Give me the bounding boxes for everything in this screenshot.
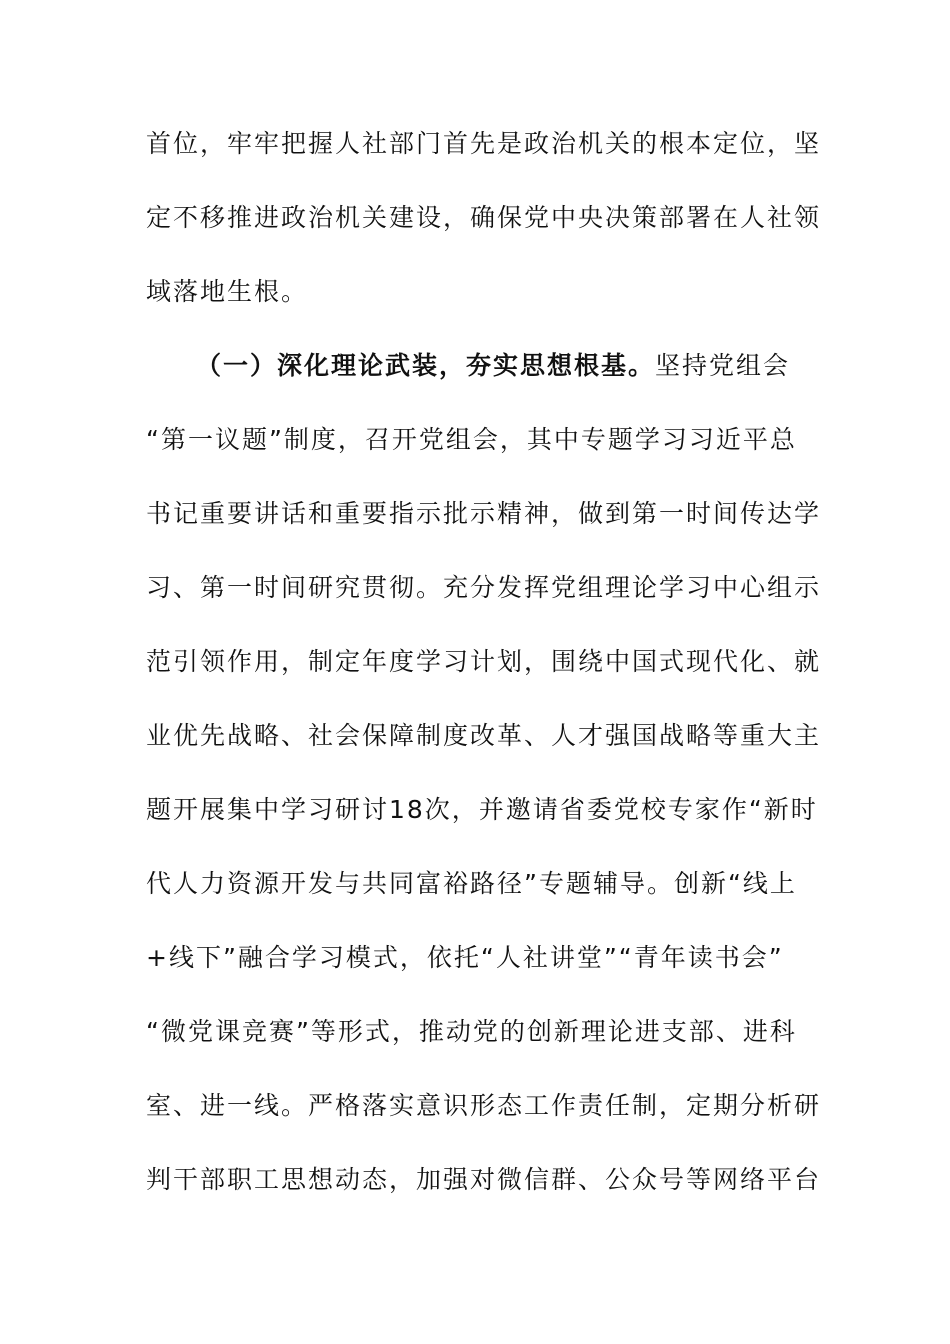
text-line: 域落地生根。 [146,277,309,306]
text-line: 首位，牢牢把握人社部门首先是政治机关的根本定位，坚 [146,129,822,158]
text-line: “第一议题”制度，召开党组会，其中专题学习习近平总 [146,425,797,454]
text-line: 题开展集中学习研讨18次，并邀请省委党校专家作“新时 [146,795,818,824]
text-line: 判干部职工思想动态，加强对微信群、公众号等网络平台 [146,1165,822,1194]
text-line: 书记重要讲话和重要指示批示精神，做到第一时间传达学 [146,499,822,528]
text-line: 定不移推进政治机关建设，确保党中央决策部署在人社领 [146,203,822,232]
text-line: 习、第一时间研究贯彻。充分发挥党组理论学习中心组示 [146,573,822,602]
text-line: “微党课竞赛”等形式，推动党的创新理论进支部、进科 [146,1017,797,1046]
section-heading-line [196,351,790,381]
text-line: 业优先战略、社会保障制度改革、人才强国战略等重大主 [146,721,822,750]
text-line: 代人力资源开发与共同富裕路径”专题辅导。创新“线上 [146,869,797,898]
text-line: +线下”融合学习模式，依托“人社讲堂”“青年读书会” [146,943,784,972]
section-heading-tail: 坚持党组会 [655,351,791,380]
text-line: 范引领作用，制定年度学习计划，围绕中国式现代化、就 [146,647,822,676]
section-heading: （一）深化理论武装，夯实思想根基。 [196,351,656,380]
text-line: 室、进一线。严格落实意识形态工作责任制，定期分析研 [146,1091,822,1120]
